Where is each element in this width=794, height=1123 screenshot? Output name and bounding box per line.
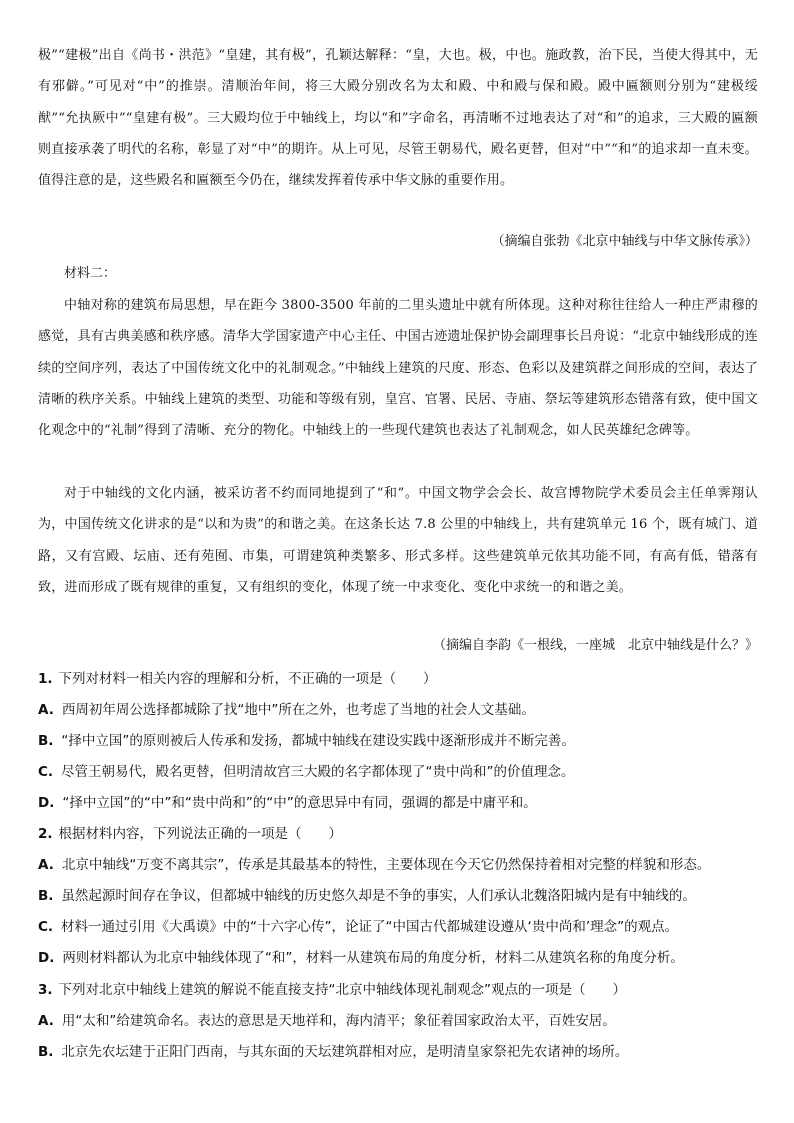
question-1 (38, 669, 768, 689)
question-stem: 下列对材料一相关内容的理解和分析，不正确的一项是（ ） (58, 671, 437, 687)
option-letter: C. (38, 919, 54, 935)
material1-source: （摘编自张勃《北京中轴线与中华文脉传承》） (491, 234, 758, 249)
question-2-option-c (38, 917, 768, 937)
material1-tail-paragraph: 极”“建极”出自《尚书・洪范》“皇建，其有极”，孔颖达解释：“皇，大也。极，中也。施政教，治下民，当使大得其中，无有邪僻。”可见对“中”的推崇。清顺治年间，将三大殿分别改名为太和殿、中和殿与保和殿。殿中匾额则分别为“建极绥猷”“允执厥中”“皇建有极”。三大殿均位于中轴线上，均以“和”字命名，再清晰不过地表达了对“和”的追求，三大殿的匾额则直接承袭了明代的名称，彰显了对“中”的期许。从上可见，尽管王朝易代，殿名更替，但对“中”“和”的追求却一直未变。值得注意的是，这些殿名和匾额至今仍在，继续发挥着传承中华文脉的重要作用。 (38, 48, 758, 189)
option-text: 虽然起源时间存在争议，但都城中轴线的历史悠久却是不争的事实，人们承认北魏洛阳城内是有中轴线的。 (61, 888, 696, 904)
option-letter: D. (38, 795, 55, 811)
question-number: 1. (38, 671, 53, 687)
option-letter: A. (38, 1013, 54, 1029)
option-text: 材料一通过引用《大禹谟》中的“十六字心传”，论证了“中国古代都城建设遵从‘贵中尚和’理念”的观点。 (61, 919, 679, 935)
option-letter: D. (38, 950, 55, 966)
question-stem: 根据材料内容，下列说法正确的一项是（ ） (58, 826, 343, 842)
question-3-option-b (38, 1042, 768, 1062)
question-2-option-d (38, 948, 768, 968)
question-1-option-a (38, 700, 768, 720)
option-text: 两则材料都认为北京中轴线体现了“和”，材料一从建筑布局的角度分析，材料二从建筑名称的角度分析。 (62, 950, 684, 966)
option-letter: B. (38, 1044, 54, 1060)
question-2-option-b (38, 886, 768, 906)
question-number: 3. (38, 982, 53, 998)
question-3-option-a (38, 1011, 768, 1031)
question-number: 2. (38, 826, 53, 842)
question-1-option-d (38, 793, 768, 813)
question-1-option-c (38, 762, 768, 782)
material2-paragraph-2: 对于中轴线的文化内涵，被采访者不约而同地提到了“和”。中国文物学会会长、故宫博物院学术委员会主任单霁翔认为，中国传统文化讲求的是“以和为贵”的和谐之美。在这条长达 7.8 公里的中轴线上，共有建筑单元 16 个，既有城门、道路，又有宫殿、坛庙、还有苑囿、市集，可谓建筑种类繁多、形式多样。这些建筑单元依其功能不同，有高有低，错落有致，进而形成了既有规律的重复，又有组织的变化，体现了统一中求变化、变化中求统一的和谐之美。 (38, 486, 758, 595)
option-text: 北京先农坛建于正阳门西南，与其东面的天坛建筑群相对应，是明清皇家祭祀先农诸神的场所。 (61, 1044, 629, 1060)
option-text: 西周初年周公选择都城除了找“地中”所在之外，也考虑了当地的社会人文基础。 (61, 702, 535, 718)
option-text: “择中立国”的“中”和“贵中尚和”的“中”的意思异中有同，强调的都是中庸平和。 (62, 795, 537, 811)
option-text: 尽管王朝易代，殿名更替，但明清故宫三大殿的名字都体现了“贵中尚和”的价值理念。 (61, 764, 575, 780)
question-2-option-a (38, 855, 768, 875)
material2-paragraph-1: 中轴对称的建筑布局思想，早在距今 3800-3500 年前的二里头遗址中就有所体现。这种对称往往给人一种庄严肃穆的感觉，具有古典美感和秩序感。清华大学国家遗产中心主任、中国古迹遗址保护协会副理事长吕舟说：“北京中轴线形成的连续的空间序列，表达了中国传统文化中的礼制观念。”中轴线上建筑的尺度、形态、色彩以及建筑群之间形成的空间，表达了清晰的秩序关系。中轴线上建筑的类型、功能和等级有别，皇宫、官署、民居、寺庙、祭坛等建筑形态错落有致，使中国文化观念中的“礼制”得到了清晰、充分的物化。中轴线上的一些现代建筑也表达了礼制观念，如人民英雄纪念碑等。 (38, 298, 758, 439)
option-letter: B. (38, 888, 54, 904)
option-letter: C. (38, 764, 54, 780)
option-text: 北京中轴线“万变不离其宗”，传承是其最基本的特性，主要体现在今天它仍然保持着相对完整的样貌和形态。 (61, 857, 711, 873)
option-text: 用“太和”给建筑命名。表达的意思是天地祥和，海内清平；象征着国家政治太平，百姓安居。 (61, 1013, 616, 1029)
question-stem: 下列对北京中轴线上建筑的解说不能直接支持“北京中轴线体现礼制观念”观点的一项是（ ） (58, 982, 627, 998)
question-2 (38, 824, 768, 844)
material2-label: 材料二： (64, 266, 117, 281)
option-letter: A. (38, 702, 54, 718)
option-letter: A. (38, 857, 54, 873)
question-3 (38, 980, 768, 1000)
option-letter: B. (38, 733, 54, 749)
question-1-option-b (38, 731, 768, 751)
option-text: “择中立国”的原则被后人传承和发扬，都城中轴线在建设实践中逐渐形成并不断完善。 (61, 733, 575, 749)
material2-source: （摘编自李韵《一根线，一座城 北京中轴线是什么？》 (432, 638, 758, 653)
